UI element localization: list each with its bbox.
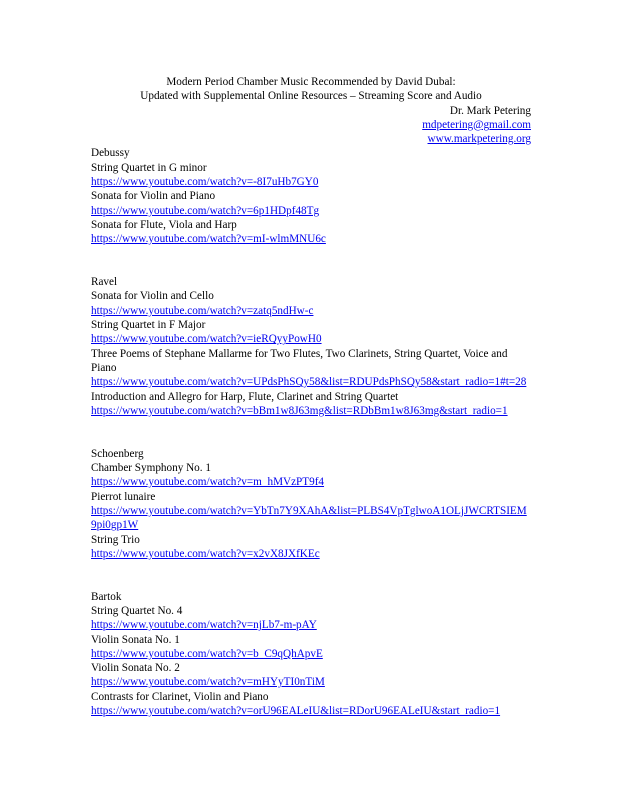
composer-section (91, 275, 531, 418)
website-link[interactable]: www.markpetering.org (427, 133, 531, 146)
composer-section (91, 590, 531, 719)
composer-name: Bartok (91, 590, 122, 603)
work-title: Contrasts for Clarinet, Violin and Piano (91, 690, 269, 703)
work-title: Pierrot lunaire (91, 490, 156, 503)
work-youtube-link[interactable]: https://www.youtube.com/watch?v=b_C9qQhApvE (91, 647, 323, 660)
work-title: Chamber Symphony No. 1 (91, 462, 211, 475)
composer-section (91, 447, 531, 561)
work-youtube-link[interactable]: https://www.youtube.com/watch?v=UPdsPhSQy58&list=RDUPdsPhSQy58&start_radio=1#t=28 (91, 376, 527, 389)
work-title: String Trio (91, 533, 140, 546)
work-title: Sonata for Violin and Piano (91, 190, 216, 203)
work-title: Introduction and Allegro for Harp, Flute, Clarinet and String Quartet (91, 390, 399, 403)
work-youtube-link[interactable]: https://www.youtube.com/watch?v=njLb7-m-pAY (91, 619, 317, 632)
work-title: String Quartet in G minor (91, 161, 207, 174)
title-line-2: Updated with Supplemental Online Resources – Streaming Score and Audio (140, 90, 482, 103)
section-spacer (91, 418, 531, 447)
composer-name: Ravel (91, 276, 118, 289)
author-name: Dr. Mark Petering (449, 104, 531, 117)
work-youtube-link[interactable]: https://www.youtube.com/watch?v=orU96EALeIU&list=RDorU96EALeIU&start_radio=1 (91, 705, 501, 718)
work-youtube-link[interactable]: https://www.youtube.com/watch?v=mHYyTI0nTiM (91, 676, 325, 689)
work-title: Three Poems of Stephane Mallarme for Two Flutes, Two Clarinets, String Quartet, Voice and Piano (91, 347, 508, 374)
document-page (91, 75, 531, 718)
work-youtube-link[interactable]: https://www.youtube.com/watch?v=YbTn7Y9XAhA&list=PLBS4VpTglwoA1OLjJWCRTSIEM9pi0gp1W (91, 504, 527, 532)
work-youtube-link[interactable]: https://www.youtube.com/watch?v=x2vX8JXfKEc (91, 547, 320, 560)
document-header (81, 75, 541, 104)
section-spacer (91, 561, 531, 590)
work-youtube-link[interactable]: https://www.youtube.com/watch?v=bBm1w8J63mg&list=RDbBm1w8J63mg&start_radio=1 (91, 404, 508, 417)
work-youtube-link[interactable]: https://www.youtube.com/watch?v=zatq5ndHw-c (91, 304, 314, 317)
composer-section (91, 146, 531, 246)
work-title: String Quartet in F Major (91, 319, 206, 332)
work-youtube-link[interactable]: https://www.youtube.com/watch?v=m_hMVzPT9f4 (91, 476, 325, 489)
title-line-1: Modern Period Chamber Music Recommended by David Dubal: (166, 76, 456, 88)
author-block (91, 104, 531, 147)
composer-list (91, 146, 531, 718)
work-title: Sonata for Violin and Cello (91, 290, 214, 303)
composer-name: Debussy (91, 147, 130, 160)
work-title: String Quartet No. 4 (91, 604, 183, 617)
work-title: Violin Sonata No. 1 (91, 633, 180, 646)
work-title: Sonata for Flute, Viola and Harp (91, 218, 237, 231)
section-spacer (91, 247, 531, 276)
work-youtube-link[interactable]: https://www.youtube.com/watch?v=-8I7uHb7GY0 (91, 176, 319, 189)
work-title: Violin Sonata No. 2 (91, 662, 180, 675)
email-link[interactable]: mdpetering@gmail.com (422, 118, 531, 131)
work-youtube-link[interactable]: https://www.youtube.com/watch?v=6p1HDpf48Tg (91, 204, 320, 217)
work-youtube-link[interactable]: https://www.youtube.com/watch?v=mI-wlmMNU6c (91, 233, 326, 246)
work-youtube-link[interactable]: https://www.youtube.com/watch?v=ieRQyyPowH0 (91, 333, 322, 346)
composer-name: Schoenberg (91, 447, 144, 460)
